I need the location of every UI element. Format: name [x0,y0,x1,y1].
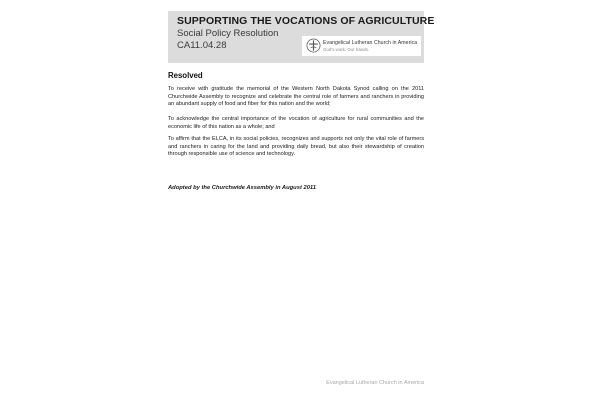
logo-tagline: God's work. Our hands. [323,47,369,52]
resolution-paragraph: To acknowledge the central importance of the vocation of agriculture for rural communities and the economic life of this nation as a whole; and [168,116,424,130]
footer-text: Evangelical Lutheran Church in America [326,380,424,386]
resolution-paragraph: To affirm that the ELCA, in its social policies, recognizes and supports not only the vital role of farmers and ranchers in caring for the land and providing daily bread, but also their stewardship of creation through responsible use of science and technology. [168,136,424,158]
logo-name: Evangelical Lutheran Church in America [323,40,418,46]
document-title: SUPPORTING THE VOCATIONS OF AGRICULTURE [177,15,435,27]
document-code: CA11.04.28 [177,40,227,51]
section-heading: Resolved [168,71,203,80]
document-subtitle: Social Policy Resolution [177,28,279,39]
elca-cross-icon [306,38,321,53]
elca-logo [302,36,421,56]
resolution-paragraph: To receive with gratitude the memorial of the Western North Dakota Synod calling on the 2011 Churchwide Assembly to recognize and celebrate the central role of farmers and ranchers in providing an abundant supply of food and fiber for this nation and the world; [168,86,424,108]
adoption-note: Adopted by the Churchwide Assembly in August 2011 [168,185,316,191]
